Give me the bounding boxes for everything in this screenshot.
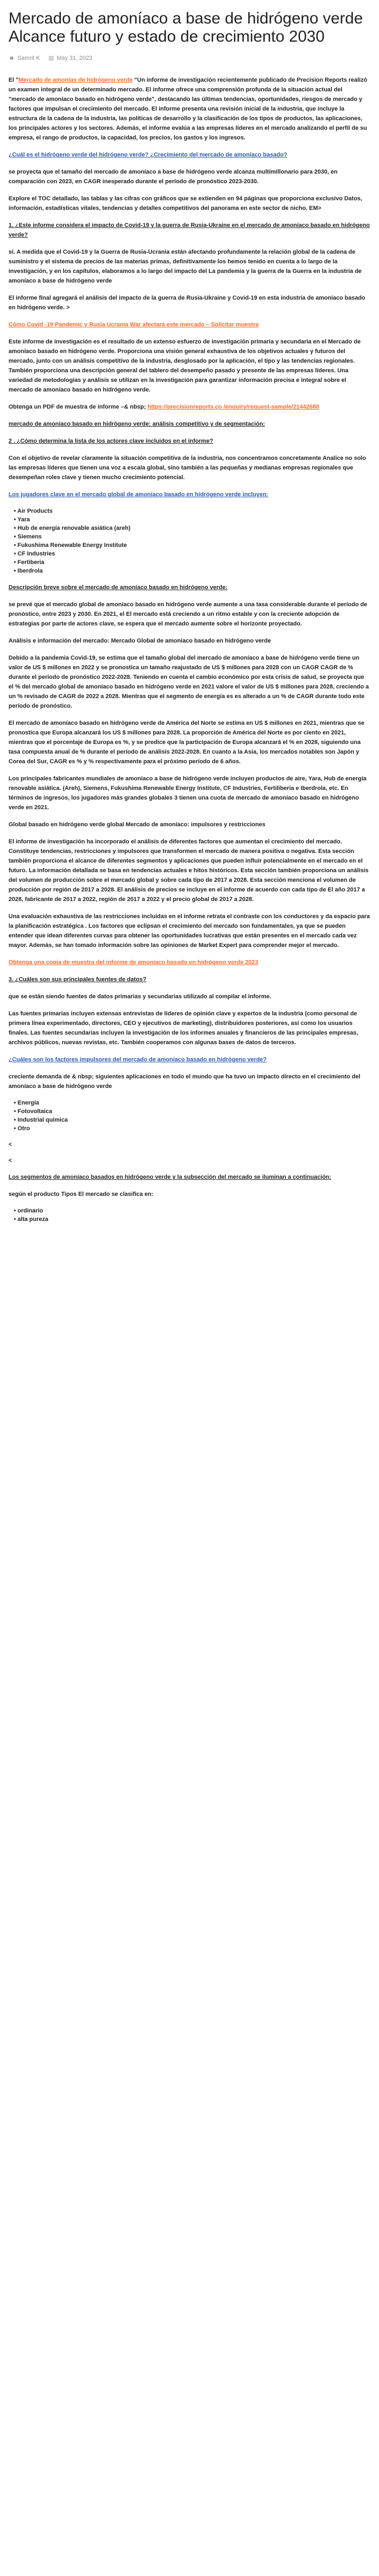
intro-paragraph: [9, 75, 370, 143]
answer-3: Este informe de investigación es el resultado de un extenso esfuerzo de investigación primaria y secundaria en el Mercado de amoníaco basado en hidrógeno verde. Proporciona una visión general exhaustiva de los objetivos actuales y futuros del mercado, junto con un análisis competitivo de la industria, desglosado por la aplicación, el tipo y las tendencias regionales. También proporciona una descripción general del tablero del desempeño pasado y presente de las empresas líderes. Una variedad de metodologías y análisis se utilizan en la investigación para garantizar información precisa e integral sobre el mercado de amoníaco basado en hidrógeno verde.: [9, 339, 361, 393]
list-item: • Otro: [14, 1124, 370, 1133]
question-13: 3. ¿Cuáles son sus principales fuentes de datos?: [9, 976, 146, 983]
author[interactable]: [9, 55, 40, 61]
sample-copy-link[interactable]: Obtenga una copia de muestra del informe de amoníaco basado en hidrógeno verde 2023: [9, 959, 258, 966]
list-item: • Siemens: [14, 533, 370, 541]
answer-10: Global basado en hidrógeno verde global Mercado de amoníaco: impulsores y restricciones: [9, 821, 266, 828]
answer-2b: El informe final agregará el análisis del impacto de la guerra de Rusia-Ukraine y Covid-19 en esta industria de amoníaco basado en hidrógeno verde. >: [9, 295, 366, 311]
list-item: • Industrial química: [14, 1116, 370, 1124]
publish-date: [49, 54, 92, 61]
question-4: 2 . ¿Cómo determina la lista de los actores clave incluidos en el informe?: [9, 438, 214, 444]
players-title: Los jugadores clave en el mercado global de amoníaco basado en hidrógeno verde incluyen:: [9, 491, 269, 498]
list-item: • Fukushima Renewable Energy Institute: [14, 541, 370, 550]
answer-1: se proyecta que el tamaño del mercado de amoníaco a base de hidrógeno verde alcanza multimillonario para 2030, en comparación con 2023, en CAGR inesperado durante el período de pronóstico 2023-2030.: [9, 169, 338, 185]
intro-text: "Un informe de investigación recientemente publicado de Precision Reports realizó un examen integral de un determinado mercado. El informe ofrece una comprensión profunda de la situación actual del "mercado de amoníaco basado en hidrógeno verde", destacando las últimas tendencias, oportunidades, riesgos de mercado y factores que impulsan el crecimiento del mercado. El informe presenta una revisión inicial de la industria, que incluye la estructura de la cadena de la industria, las políticas de desarrollo y la clasificación de los tipos de productos, las aplicaciones, los principales actores y los sectores. Además, el informe evalúa a las empresas líderes en el mercado analizando el perfil de su empresa, el rango de productos, la capacidad, los precios, los gastos y los ingresos.: [9, 77, 367, 141]
stray-mark-2: <: [9, 1157, 12, 1164]
article-meta: [9, 54, 370, 61]
list-item: • ordinario: [14, 1207, 370, 1215]
list-item: • Hub de energía renovable asiática (areh): [14, 524, 370, 533]
list-item: • Fotovoltaica: [14, 1107, 370, 1116]
author-name: Samrit K: [17, 54, 40, 61]
question-2: 1. ¿Este informe considera el impacto de Covid-19 y la guerra de Rusia-Ukraine en el mercado de amoníaco basado en hidrógeno verde?: [9, 222, 370, 238]
players-list: [9, 507, 370, 575]
user-icon: ☻: [9, 54, 15, 61]
answer-7: Debido a la pandemia Covid-19, se estima que el tamaño global del mercado de amoníaco a base de hidrógeno verde tiene un valor de US $ millones en 2022 y se pronostica un tamaño reajustado de US $ millones para 2028 con un CAGR CAGR de % durante el período de pronóstico 2022-2028. Teniendo en cuenta el cambio económico por esta crisis de salud, se proyecta que el % del mercado global de amoníaco basado en hidrógeno verde en 2021 valore el valor de US $ millones para 2028, creciendo a un % revisado de CAGR de 2022 a 2028. Mientras que el segmento de energía es es alterado a un % de CAGR durante todo este período de pronóstico.: [9, 655, 369, 709]
sample-link-paragraph-2: [9, 958, 370, 967]
list-item: • Iberdrola: [14, 567, 370, 575]
article: [0, 0, 379, 1252]
answer-15: creciente demanda de & nbsp; siguientes aplicaciones en todo el mundo que ha tuvo un impacto directo en el crecimiento del amoníaco a base de hidrógeno verde: [9, 1074, 360, 1090]
stray-mark-1: <: [9, 1141, 12, 1148]
applications-list: [9, 1099, 370, 1133]
pdf-prefix: Obtenga un PDF de muestra de informe –& nbsp;: [9, 404, 148, 410]
question-1: ¿Cuál es el hidrógeno verde del hidrógeno verde? ¿Crecimiento del mercado de amoníaco basado?: [9, 152, 288, 158]
answer-5: se prevé que el mercado global de amoníaco basado en hidrógeno verde aumente a una tasa considerable durante el período de pronóstico, entre 2023 y 2030. En 2021, el El mercado está creciendo a un ritmo estable y con la creciente adopción de estrategias por parte de actores clave, se espera que el mercado aumente sobre el horizonte proyectado.: [9, 601, 367, 627]
answer-11: El informe de investigación ha incorporado el análisis de diferentes factores que aumentan el crecimiento del mercado. Constituye tendencias, restricciones y impulsores que transformen el mercado de manera positiva o negativa. Esta sección también proporciona el alcance de diferentes segmentos y aplicaciones que pueden influir potencialmente en el mercado en el futuro. La información detallada se basa en tendencias actuales e hitos históricos. Esta sección también proporciona un análisis del volumen de producción sobre el mercado global y sobre cada tipo de 2017 a 2028. Esta sección menciona el volumen de producción por región de 2017 a 2028. El análisis de precios se incluye en el informe de acuerdo con cada tipo de El año 2017 a 2028, fabricante de 2017 a 2022, región de 2017 a 2022 y el precio global de 2017 a 2028.: [9, 839, 369, 903]
answer-4: Con el objetivo de revelar claramente la situación competitiva de la industria, nos concentramos concretamente Analice no solo las empresas líderes que tienen una voz a escala global, sino también a las pequeñas y medianas empresas regionales que desempeñan roles clave y tienen mucho crecimiento potencial.: [9, 455, 366, 481]
answer-14: Las fuentes primarias incluyen extensas entrevistas de líderes de opinión clave y expertos de la industria (como personal de primera línea experimentado, directores, CEO y ejecutivos de marketing), distribuidores posteriores, así como los usuarios finales. Las fuentes secundarias incluyen la investigación de los informes anuales y financieros de las principales empresas, archivos públicos, nuevas revistas, etc. También cooperamos con algunas bases de datos de terceros.: [9, 1011, 358, 1046]
list-item: • Air Products: [14, 507, 370, 515]
description-title: Descripción breve sobre el mercado de amoníaco basado en hidrógeno verde:: [9, 584, 228, 591]
answer-16: según el producto Tipos El mercado se clasifica en:: [9, 1191, 154, 1197]
question-15: ¿Cuáles son los factores impulsores del mercado de amoníaco basado en hidrógeno verde?: [9, 1056, 267, 1063]
list-item: • Energía: [14, 1099, 370, 1107]
answer-12: Una evaluación exhaustiva de las restricciones incluidas en el informe retrata el contraste con los conductores y da espacio para la planificación estratégica . Los factores que eclipsan el crecimiento del mercado son fundamentales, ya que se pueden entender que idean diferentes curvas para obtener las oportunidades lucrativas que están presentes en el mercado cada vez mayor. Además, se han tomado información sobre las opiniones de Market Expert para comprender mejor el mercado.: [9, 913, 370, 949]
list-item: • Yara: [14, 515, 370, 524]
question-16: Los segmentos de amoníaco basados en hidrógeno verde y la subsección del mercado se iluminan a continuación:: [9, 1174, 331, 1180]
answer-6: Análisis e información del mercado: Mercado Global de amoníaco basado en hidrógeno verde: [9, 638, 271, 644]
list-item: • CF Industries: [14, 550, 370, 558]
answer-13: que se están siendo fuentes de datos primarias y secundarias utilizado al compilar el informe.: [9, 993, 272, 1000]
calendar-icon: ▤: [48, 55, 54, 61]
intro-link[interactable]: Mercado de amonías de hidrógeno verde: [18, 77, 133, 83]
page-title: Mercado de amoníaco a base de hidrógeno verde Alcance futuro y estado de crecimiento 2030: [9, 10, 363, 45]
request-sample-link[interactable]: Cómo Covid -19 Pandemic y Rusia Ucrania War afectará este mercado – Solicitar muestra: [9, 322, 259, 328]
answer-8: El mercado de amoníaco basado en hidrógeno verde de América del Norte se estima en US $ millones en 2021, mientras que se pronostica que Europa alcanzará los US $ millones para 2028. La proporción de América del Norte es por ciento en 2021, mientras que el porcentaje de Europa es %, y se predice que la participación de Europa alcanzará el % en 2028, siguiendo una tasa compuesta anual de % durante el período de análisis 2022-2028. En cuanto a la Asia, los mercados notables son Japón y Corea del Sur, CAGR es % y % respectivamente para el próximo período de 6 años.: [9, 720, 365, 765]
pdf-paragraph: [9, 402, 370, 412]
date-text: May 31, 2023: [57, 54, 92, 61]
types-list: [9, 1207, 370, 1224]
list-item: • alta pureza: [14, 1215, 370, 1224]
sample-link-paragraph-1: [9, 320, 370, 330]
analysis-title: mercado de amoníaco basado en hidrógeno verde: análisis competitivo y de segmentación:: [9, 421, 265, 427]
list-item: • Fertiberia: [14, 558, 370, 567]
answer-2: sí. A medida que el Covid-19 y la Guerra de Rusia-Ucrania están afectando profundamente la relación global de la cadena de suministro y el sistema de precios de las materias primas, definitivamente los hemos tenido en cuenta a lo largo de la investigación, y en los capítulos, elaboramos a lo largo del impacto del La pandemia y la guerra de la Guerra en la industria de amoníaco a base de hidrógeno verde: [9, 249, 362, 284]
answer-1b: Explore el TOC detallado, las tablas y las cifras con gráficos que se extienden en 94 páginas que proporciona exclusivo Datos, información, estadísticas vitales, tendencias y detalles competitivos del panorama en este sector de nicho. EM>: [9, 195, 362, 212]
answer-9: Los principales fabricantes mundiales de amoníaco a base de hidrógeno verde incluyen productos de aire, Yara, Hub de energía renovable asiática. (Areh), Siemens, Fukushima Renewable Energy Institute, CF Industries, Fertiliberia e Iberdrola, etc. En términos de ingresos, los jugadores más grandes globales 3 tienen una cuota de mercado de amoníaco basado en hidrógeno verde en 2021.: [9, 776, 367, 811]
intro-prefix: El ": [9, 77, 19, 83]
pdf-link[interactable]: https://precisionreports.co /enquiry/request-sample/21442688: [147, 404, 319, 410]
